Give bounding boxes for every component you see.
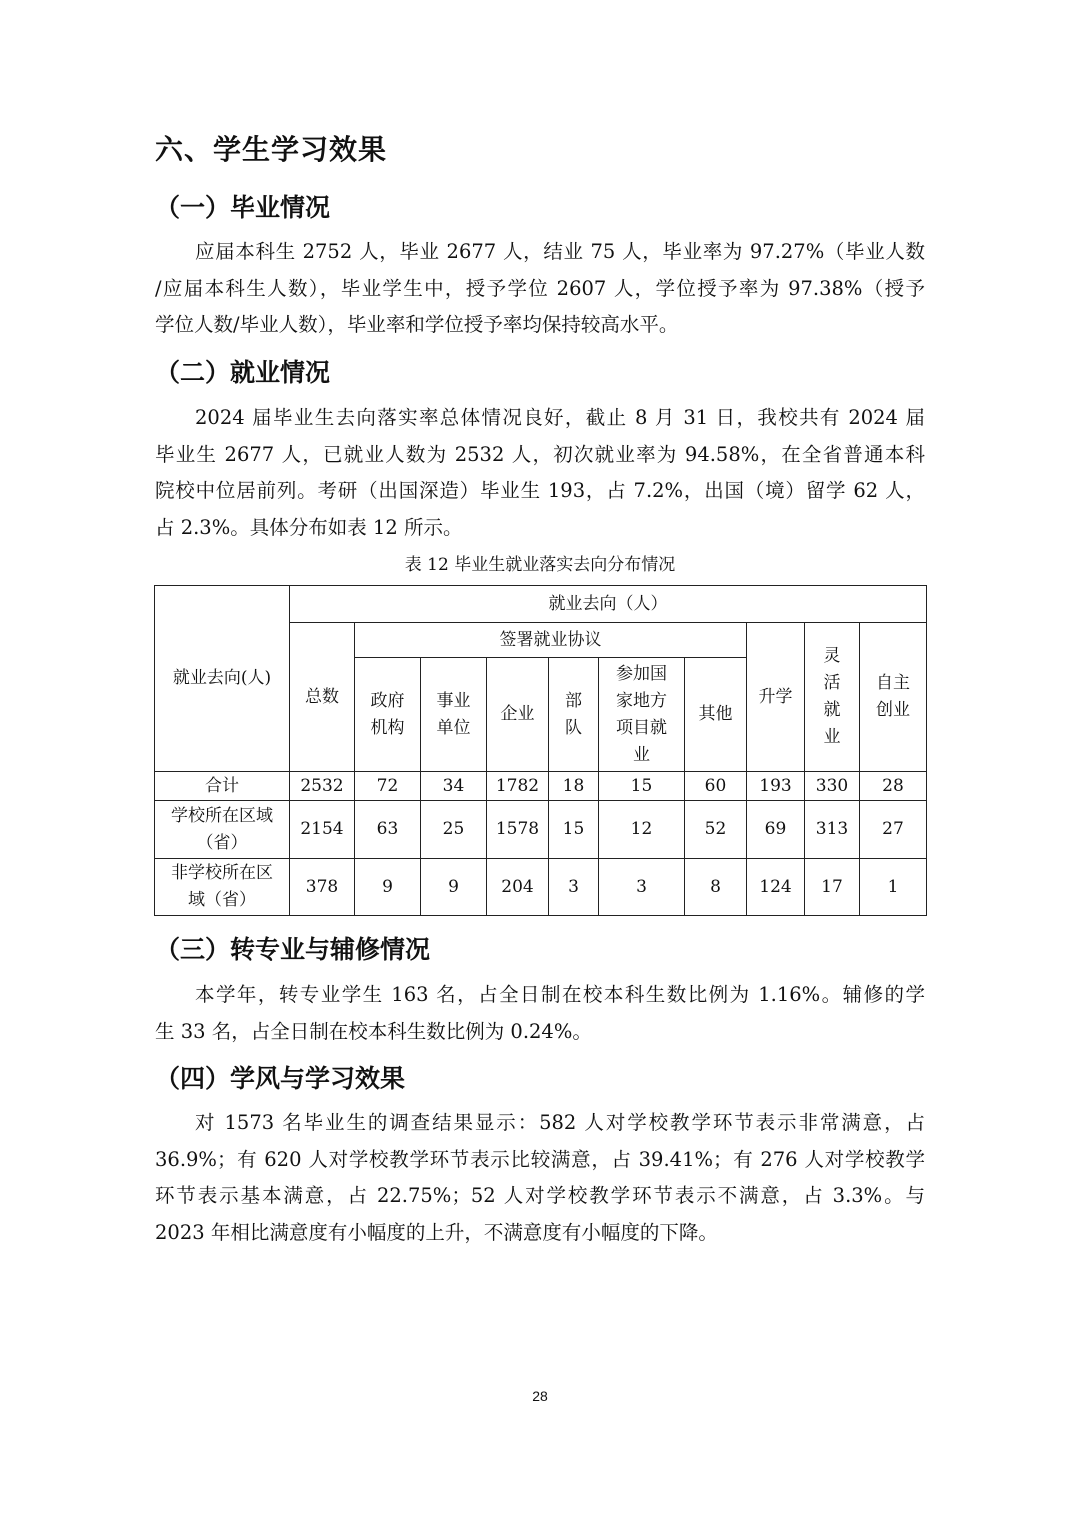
cell: 1578	[487, 801, 549, 859]
header-government	[355, 658, 421, 772]
paragraph-line: 院校中位居前列。考研（出国深造）毕业生 193，占 7.2%，出国（境）留学 62 人，	[155, 479, 925, 502]
cell: 18	[549, 772, 599, 801]
paragraph-line: 占 2.3%。具体分布如表 12 所示。	[155, 515, 463, 539]
paragraph-study-effect	[155, 1105, 925, 1251]
paragraph-line: 36.9%；有 620 人对学校教学环节表示比较满意，占 39.41%；有 276 人对学校教学	[155, 1147, 925, 1171]
paragraph-line: 本学年，转专业学生 163 名，占全日制在校本科生数比例为 1.16%。辅修的学	[195, 983, 925, 1006]
cell: 124	[747, 859, 805, 916]
header-text: 业	[823, 727, 841, 747]
page-number: 28	[532, 1388, 548, 1404]
paragraph-line: 对 1573 名毕业生的调查结果显示：582 人对学校教学环节表示非常满意，占	[195, 1111, 925, 1134]
table-row	[155, 772, 927, 801]
header-text: 机构	[370, 717, 405, 738]
cell: 1782	[487, 772, 549, 801]
header-self-employed	[860, 623, 927, 772]
cell: 378	[290, 859, 355, 916]
section-title: 六、学生学习效果	[155, 133, 388, 166]
row-label: 合计	[155, 772, 290, 801]
cell: 72	[355, 772, 421, 801]
header-text: 政府	[370, 690, 405, 711]
cell: 15	[549, 801, 599, 859]
paragraph-line: 2024 届毕业生去向落实率总体情况良好，截止 8 月 31 日，我校共有 2024 届	[195, 406, 925, 429]
row-label-text: 学校所在区域	[171, 805, 273, 826]
header-text: 创业	[876, 700, 910, 720]
cell: 28	[860, 772, 927, 801]
header-text: 单位	[436, 717, 471, 738]
cell: 69	[747, 801, 805, 859]
paragraph-line: 毕业生 2677 人，已就业人数为 2532 人，初次就业率为 94.58%，在全省普通本科	[155, 442, 925, 466]
header-text: 事业	[436, 690, 471, 711]
paragraph-employment	[155, 400, 925, 546]
row-label	[155, 801, 290, 859]
cell: 27	[860, 801, 927, 859]
cell: 17	[805, 859, 860, 916]
paragraph-line: 生 33 名，占全日制在校本科生数比例为 0.24%。	[155, 1019, 592, 1043]
paragraph-line: 应届本科生 2752 人，毕业 2677 人，结业 75 人，毕业率为 97.27%（毕业人数	[195, 240, 925, 263]
paragraph-major-transfer	[155, 977, 925, 1050]
header-text: 就	[823, 700, 841, 720]
table-caption: 表 12 毕业生就业落实去向分布情况	[404, 555, 676, 575]
row-label-text: （省）	[196, 832, 248, 853]
header-institution	[421, 658, 487, 772]
cell: 9	[355, 859, 421, 916]
cell: 8	[685, 859, 747, 916]
subsection-title-graduation: （一）毕业情况	[155, 193, 331, 222]
header-other: 其他	[685, 658, 747, 772]
header-text: 自主	[876, 673, 910, 693]
cell: 3	[549, 859, 599, 916]
row-label-text: 非学校所在区	[171, 863, 273, 883]
cell: 15	[599, 772, 685, 801]
row-header-cell: 就业去向(人)	[155, 586, 290, 772]
paragraph-line: 学位人数/毕业人数），毕业率和学位授予率均保持较高水平。	[155, 313, 679, 336]
header-text: 业	[633, 744, 650, 765]
header-national-project	[599, 658, 685, 772]
header-signed-contract: 签署就业协议	[355, 623, 747, 658]
cell: 313	[805, 801, 860, 859]
row-label	[155, 859, 290, 916]
cell: 193	[747, 772, 805, 801]
employment-table	[154, 585, 927, 916]
subsection-title-employment: （二）就业情况	[155, 358, 331, 387]
paragraph-line: /应届本科生人数），毕业学生中，授予学位 2607 人，学位授予率为 97.38%（授予	[155, 276, 925, 300]
paragraph-graduation	[155, 234, 925, 344]
cell: 3	[599, 859, 685, 916]
header-text: 家地方	[616, 690, 667, 711]
header-text: 队	[565, 717, 582, 738]
header-employment-destination: 就业去向（人）	[290, 586, 927, 623]
header-text: 活	[823, 673, 841, 693]
table-row	[155, 859, 927, 916]
subsection-title-major-transfer: （三）转专业与辅修情况	[155, 935, 431, 964]
header-flexible-employment	[805, 623, 860, 772]
cell: 63	[355, 801, 421, 859]
cell: 330	[805, 772, 860, 801]
cell: 34	[421, 772, 487, 801]
cell: 2532	[290, 772, 355, 801]
header-text: 灵	[823, 646, 841, 666]
cell: 1	[860, 859, 927, 916]
subsection-title-study-effect: （四）学风与学习效果	[155, 1064, 406, 1093]
header-total: 总数	[290, 623, 355, 772]
table-row	[155, 801, 927, 859]
cell: 52	[685, 801, 747, 859]
header-text: 部	[565, 690, 582, 711]
cell: 9	[421, 859, 487, 916]
paragraph-line: 2023 年相比满意度有小幅度的上升，不满意度有小幅度的下降。	[155, 1220, 718, 1244]
header-further-study: 升学	[747, 623, 805, 772]
cell: 25	[421, 801, 487, 859]
header-text: 项目就	[616, 717, 667, 738]
cell: 12	[599, 801, 685, 859]
header-army	[549, 658, 599, 772]
cell: 204	[487, 859, 549, 916]
cell: 60	[685, 772, 747, 801]
header-enterprise: 企业	[487, 658, 549, 772]
row-label-text: 域（省）	[188, 890, 256, 910]
paragraph-line: 环节表示基本满意，占 22.75%；52 人对学校教学环节表示不满意，占 3.3%。与	[155, 1184, 925, 1207]
cell: 2154	[290, 801, 355, 859]
header-text: 参加国	[616, 663, 667, 684]
